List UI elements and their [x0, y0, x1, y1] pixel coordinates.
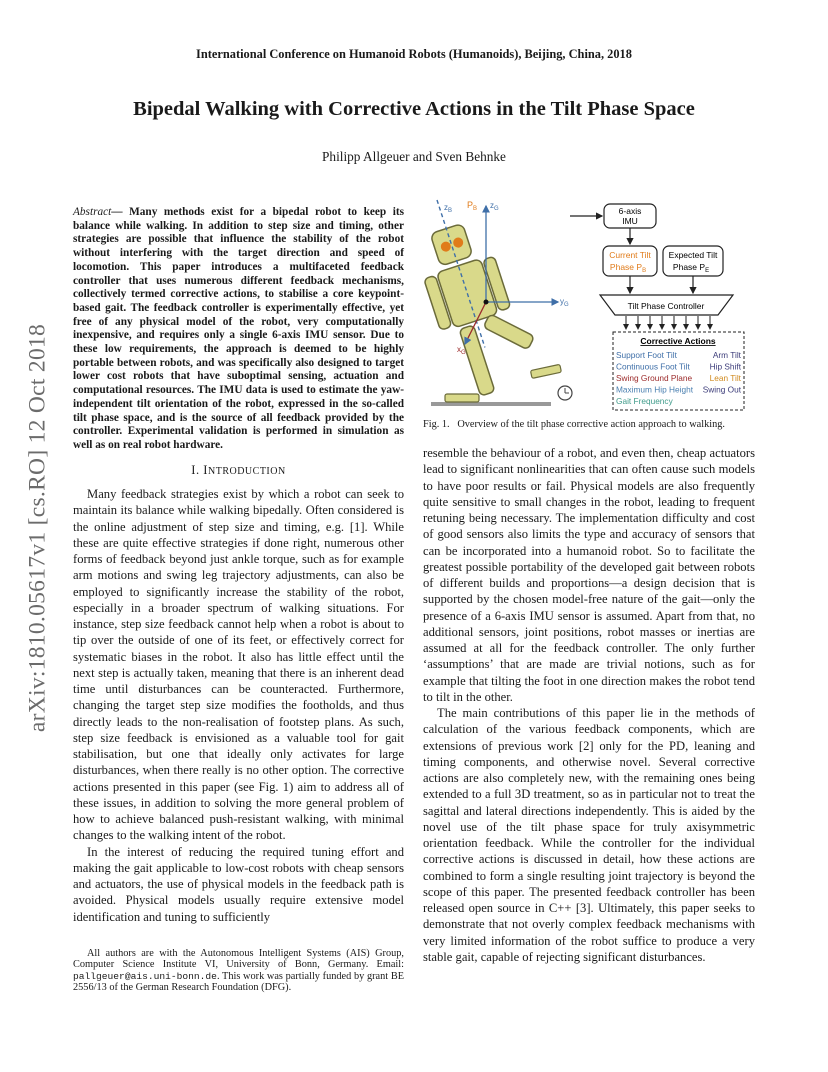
action-swing-ground-plane: Swing Ground Plane	[616, 373, 693, 383]
robot-leg-swing	[483, 314, 534, 350]
intro-paragraph-1: Many feedback strategies exist by which a robot can seek to maintain its balance while walking bipedally. Often considered is the online adjustment of step size and timing, e.g. [1]. While these are quite effective strategies if done right, numerous other forms of feedback beyond just ankle torque, such as for example arm motions and swing leg trajectory adjustments, can also be employed to significantly increase the stability of the robot, especially in a broader spectrum of walking situations. For instance, step size feedback cannot help when a robot is about to tip over the outside of one of its feet, or effectively correct for systematic biases in the robot. It also has little effect until the next step is actually taken, meaning that there is an inherent dead time until disturbances can be counteracted. Furthermore, changing the target step size modifies the footholds, and thus directly leads to the non-realisation of footstep plans. As such, step size feedback is envisioned as a valuable tool for gait stabilisation, but one that ideally only activates for large disturbances, when there really is no other option. The corrective actions presented in this paper (see Fig. 1) aim to address all of these issues, in addition to solving the more general problem of how to achieve balanced push-resistant walking, with minimal changes to the walking intent of the robot.	[73, 487, 404, 843]
intro-paragraph-4: The main contributions of this paper lie in the methods of calculation of the various feedback components, which are extensions of previous work [2] only for the PD, leaning and timing components, and otherwise novel. Several corrective actions are also completely new, with the remaining ones being extended to a full 3D treatment, so as in particular not to treat the sagittal and lateral directions independently. This is aided by the novel use of the tilt phase space for truly axisymmetric orientation feedback. While the controller for the individual corrective actions is discussed in detail, how these actions are combined to form a single resulting joint trajectory is beyond the scope of this paper. The presented feedback controller has been released open source in C++ [3]. Ultimately, this paper seeks to demonstrate that not overly complex feedback mechanisms with very limited information of the robot suffice to produce a very stable gait, capable of rejecting significant disturbances.	[423, 706, 755, 964]
robot-head	[430, 223, 473, 266]
origin-point	[484, 300, 489, 305]
expected-tilt-label-2: Phase $P_E$	[672, 262, 710, 274]
action-swing-out: Swing Out	[702, 384, 741, 395]
current-tilt-label-2: Phase $P_B$	[609, 262, 647, 274]
current-tilt-label-1: Current Tilt	[609, 250, 651, 260]
abstract-label: Abstract	[73, 206, 112, 218]
robot-leg-support	[459, 325, 495, 396]
figure-1	[423, 196, 763, 411]
pb-label: $P_B$	[467, 200, 478, 212]
controller-output-arrows	[626, 316, 710, 329]
abstract	[73, 206, 404, 453]
corrective-actions-title: Corrective Actions	[640, 336, 716, 346]
conference-header: International Conference on Humanoid Robots (Humanoids), Beijing, China, 2018	[196, 47, 632, 61]
section-heading-introduction	[73, 463, 404, 478]
footnote-text-b: . This work was partially funded by grant BE 2556/13 of the German Research Foundation (DFG).	[73, 970, 404, 994]
action-lean-tilt: Lean Tilt	[709, 373, 741, 383]
action-gait-frequency: Gait Frequency	[616, 396, 673, 406]
abstract-text: — Many methods exist for a bipedal robot to keep its balance while walking. In addition to step size and timing, other strategies are possible that influence the stability of the robot without interfering with the target direction and speed of locomotion. This paper introduces a multifaceted feedback controller that uses numerous different feedback mechanisms, collectively termed corrective actions, to stabilise a core keypoint-based gait. The feedback controller is experimentally effective, yet free of any physical model of the robot, very computationally inexpensive, and requires only a single 6-axis IMU sensor. Due to these low requirements, the approach is deemed to be highly portable between robots, and was specifically also designed to target lower cost robots that have suboptimal sensing, actuation and computational resources. The IMU data is used to estimate the yaw-independent tilt orientation of the robot, expressed in the so-called tilt phase space, and is the source of all feedback provided by the controller. Experimental validation is performed in simulation as well as on real robot hardware.	[73, 206, 404, 451]
arxiv-identifier[interactable]: arXiv:1810.05617v1 [cs.RO] 12 Oct 2018	[24, 323, 51, 733]
imu-label-2: IMU	[622, 216, 638, 226]
action-support-foot-tilt: Support Foot Tilt	[616, 350, 677, 360]
footnote-email[interactable]: pallgeuer@ais.uni-bonn.de	[73, 970, 217, 982]
action-arm-tilt: Arm Tilt	[712, 350, 741, 360]
paper-title: Bipedal Walking with Corrective Actions in the Tilt Phase Space	[133, 98, 695, 120]
paper-authors: Philipp Allgeuer and Sven Behnke	[322, 149, 506, 164]
controller-label: Tilt Phase Controller	[627, 301, 705, 311]
section-title-rest: NTRODUCTION	[207, 466, 286, 477]
action-continuous-foot-tilt: Continuous Foot Tilt	[616, 361, 690, 372]
xg-label: $x_G$	[457, 345, 466, 356]
right-column-body	[423, 445, 755, 965]
ground-plane	[431, 402, 551, 406]
zg-label: $z_G$	[490, 201, 499, 212]
intro-paragraph-2: In the interest of reducing the required tuning effort and making the gait applicable to low-cost robots with cheap sensors and actuators, the use of physical models in the feedback path is avoided. Physical models usually require extensive model identification and tuning to sufficiently	[73, 844, 404, 924]
section-title-initial: I	[203, 463, 208, 477]
imu-label-1: 6-axis	[618, 206, 642, 216]
figure-1-diagram	[423, 196, 763, 411]
footnote-text-a: All authors are with the Autonomous Intelligent Systems (AIS) Group, Computer Science Institute VI, University of Bonn, Germany. Email:	[73, 948, 404, 971]
figure-1-caption	[423, 419, 763, 430]
left-column-body	[73, 486, 404, 925]
caption-label: Fig. 1.	[423, 419, 450, 430]
author-footnote	[73, 948, 404, 994]
robot-swing-foot	[530, 364, 561, 378]
caption-text: Overview of the tilt phase corrective action approach to walking.	[457, 419, 725, 430]
action-maximum-hip-height: Maximum Hip Height	[616, 384, 693, 395]
robot-support-foot	[445, 394, 479, 402]
robot-illustration	[423, 196, 547, 402]
intro-paragraph-3: resemble the behaviour of a robot, and even then, cheap actuators lead to significant nonlinearities that can often cause such models to have poor results or fail. Physical models are also frequently quite sensitive to small changes in the robot, leading to frequent retuning being necessary. The implementation difficulty and cost of good sensors also limits the type and accuracy of sensors that can be incorporated into a humanoid robot. So to facilitate the greatest possible portability of the developed gait between robots of different builds and proportions—a design decision that is supported by the chosen model-free nature of the gait—only the presence of a 6-axis IMU sensor is assumed. Apart from that, no additional sensors, joint positions, robot masses or inertias are assumed at all for the feedback controller. The only further ‘assumptions’ that are made are trivial notions, such as for example that tilting the foot in one direction makes the robot tend to tilt in the other.	[423, 446, 755, 704]
expected-tilt-label-1: Expected Tilt	[668, 250, 718, 260]
section-number: I.	[191, 463, 200, 477]
action-hip-shift: Hip Shift	[709, 361, 741, 372]
yg-label: $y_G$	[560, 297, 569, 308]
zb-label: $z_B$	[444, 203, 453, 214]
